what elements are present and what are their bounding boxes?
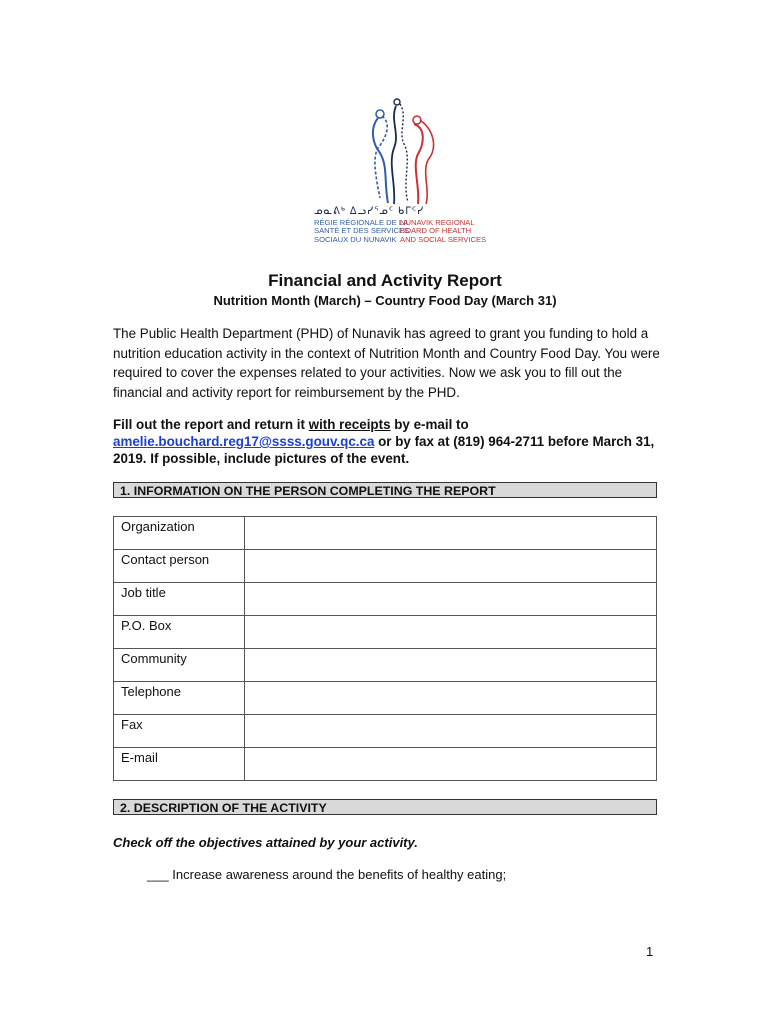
field-label: Contact person xyxy=(114,550,245,583)
instructions-text: or by fax at (819) 964-2711 before March 31, 2019. If possible, include pictures of the event. xyxy=(113,434,655,466)
field-label: Organization xyxy=(114,517,245,550)
email-link[interactable]: amelie.bouchard.reg17@ssss.gouv.qc.ca xyxy=(113,434,375,449)
logo-line-fr: SANTÉ ET DES SERVICES xyxy=(314,226,410,236)
field-label: Job title xyxy=(114,583,245,616)
logo-line-fr: SOCIAUX DU NUNAVIK xyxy=(314,234,397,244)
field-label: P.O. Box xyxy=(114,616,245,649)
table-row xyxy=(114,748,657,781)
logo-line-fr: RÉGIE RÉGIONALE DE LA xyxy=(314,217,409,227)
contact-person-field[interactable] xyxy=(245,550,657,583)
instructions-text: by e-mail to xyxy=(390,417,469,432)
table-row xyxy=(114,583,657,616)
table-row xyxy=(114,616,657,649)
logo-line-en: NUNAVIK REGIONAL xyxy=(400,217,475,227)
email-field[interactable] xyxy=(245,748,657,781)
table-row xyxy=(114,715,657,748)
person-info-table xyxy=(113,516,657,781)
field-label: E-mail xyxy=(114,748,245,781)
table-row xyxy=(114,649,657,682)
fax-field[interactable] xyxy=(245,715,657,748)
po-box-field[interactable] xyxy=(245,616,657,649)
page-number: 1 xyxy=(646,944,654,959)
logo-line-en: BOARD OF HEALTH xyxy=(400,226,472,236)
objective-item[interactable]: ___ Increase awareness around the benefits of healthy eating; xyxy=(147,867,507,882)
community-field[interactable] xyxy=(245,649,657,682)
logo-syllabics: ᓄᓇᕕᒃ ᐃᓗᓯᕐᓄᑦ ᑲᒥᑦᓯ xyxy=(314,206,425,217)
document-subtitle: Nutrition Month (March) – Country Food Day (March 31) xyxy=(213,293,557,308)
field-label: Fax xyxy=(114,715,245,748)
instructions-underlined: with receipts xyxy=(308,417,391,432)
field-label: Telephone xyxy=(114,682,245,715)
logo-text xyxy=(314,208,494,244)
section-1-heading: 1. INFORMATION ON THE PERSON COMPLETING THE REPORT xyxy=(113,482,657,498)
document-title: Financial and Activity Report xyxy=(268,271,502,290)
intro-paragraph: The Public Health Department (PHD) of Nunavik has agreed to grant you funding to hold a nutrition education activity in the context of Nutrition Month and Country Food Day. You were required to cover the expenses related to your activities. Now we ask you to fill out the financial and activity report for reimbursement by the PHD. xyxy=(113,326,660,400)
job-title-field[interactable] xyxy=(245,583,657,616)
logo-figures-graphic xyxy=(300,98,490,210)
table-row xyxy=(114,517,657,550)
instructions-text: Fill out the report and return it xyxy=(113,417,309,432)
section-2-heading: 2. DESCRIPTION OF THE ACTIVITY xyxy=(113,799,657,815)
objectives-heading: Check off the objectives attained by your activity. xyxy=(113,835,418,850)
table-row xyxy=(114,550,657,583)
logo-line-en: AND SOCIAL SERVICES xyxy=(400,234,487,244)
table-row xyxy=(114,682,657,715)
field-label: Community xyxy=(114,649,245,682)
telephone-field[interactable] xyxy=(245,682,657,715)
organization-field[interactable] xyxy=(245,517,657,550)
submission-instructions xyxy=(113,416,661,467)
nunavik-health-board-logo xyxy=(300,98,490,250)
